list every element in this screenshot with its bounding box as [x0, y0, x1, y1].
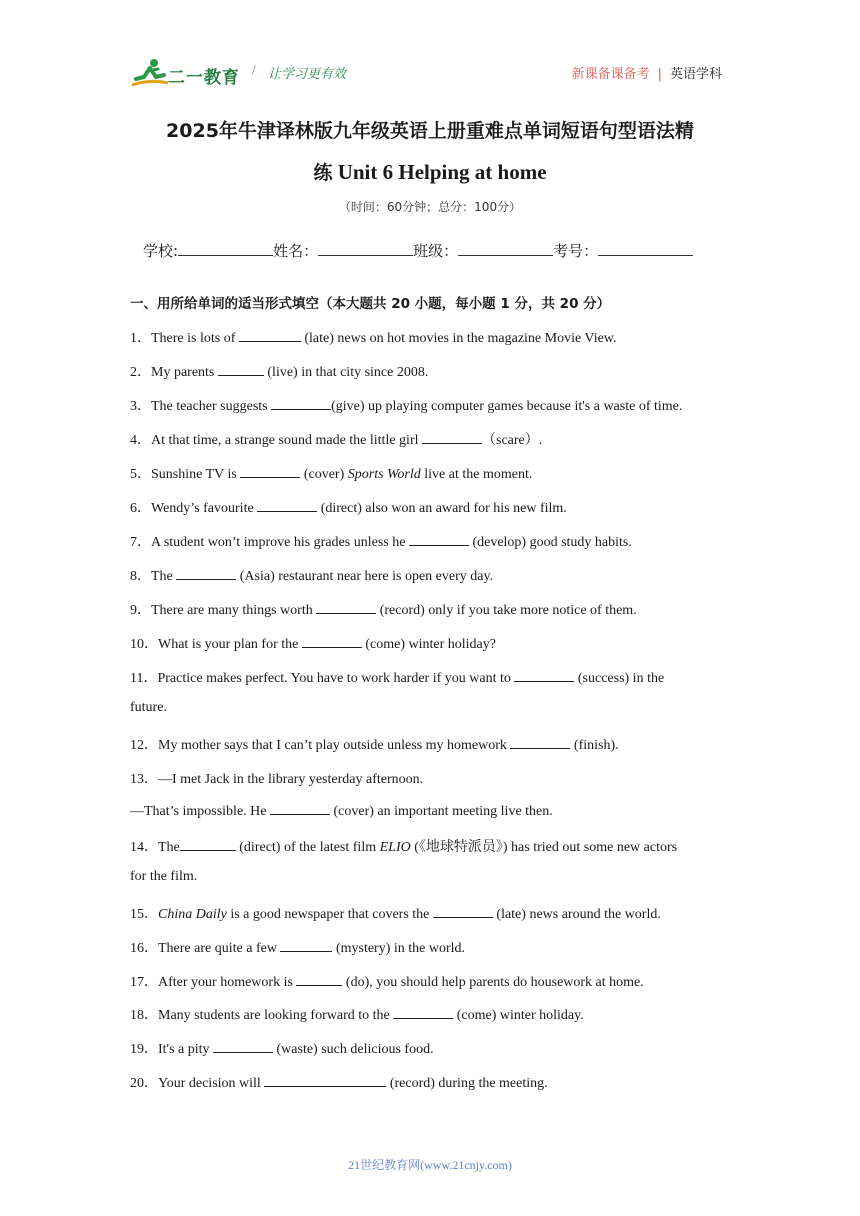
q-text: 20．Your decision will [130, 1076, 265, 1091]
q-text: (Asia) restaurant near here is open every day. [236, 569, 494, 584]
answer-blank[interactable] [422, 431, 482, 444]
question-3 [130, 395, 682, 415]
question-1 [130, 327, 617, 347]
logo-text: 二一教育 [168, 68, 240, 88]
tag-right: 英语学科 [669, 67, 722, 82]
question-7 [130, 531, 632, 551]
answer-blank[interactable] [409, 533, 469, 546]
question-15 [130, 903, 661, 923]
brand-logo [130, 57, 240, 91]
q-text: 16．There are quite a few [130, 941, 281, 956]
q-text: 15． [130, 907, 158, 922]
q-text: (success) in the [574, 671, 665, 686]
slogan-divider: / [252, 63, 256, 78]
q-text: (finish). [570, 738, 619, 753]
question-10 [130, 633, 496, 653]
answer-blank[interactable] [176, 567, 236, 580]
question-16 [130, 937, 465, 957]
q-text: 10．What is your plan for the [130, 637, 302, 652]
q-text: 17．After your homework is [130, 975, 297, 990]
q-text: 9．There are many things worth [130, 603, 317, 618]
question-20 [130, 1072, 548, 1092]
tag-separator: | [657, 67, 662, 82]
question-9 [130, 599, 637, 619]
answer-blank[interactable] [271, 397, 331, 410]
answer-blank[interactable] [213, 1040, 273, 1053]
q-text: 6．Wendy’s favourite [130, 501, 258, 516]
answer-blank[interactable] [240, 465, 300, 478]
q-text: (record) only if you take more notice of them. [376, 603, 637, 618]
question-13-reply [130, 802, 553, 820]
q-text: live at the moment. [420, 467, 533, 482]
answer-blank[interactable] [257, 499, 317, 512]
q-text: (do), you should help parents do housework at home. [342, 975, 644, 990]
answer-blank[interactable] [433, 905, 493, 918]
title-en: Unit 6 Helping at home [332, 160, 547, 184]
question-18 [130, 1004, 584, 1024]
q-text: 2．My parents [130, 365, 218, 380]
question-14-cont: for the film. [130, 869, 198, 884]
class-field[interactable] [458, 241, 553, 256]
name-label: 姓名： [273, 242, 319, 260]
answer-blank[interactable] [264, 1074, 386, 1087]
q-text: (direct) of the latest film [235, 840, 380, 855]
answer-blank[interactable] [296, 973, 342, 986]
exam-meta: （时间：60分钟；总分：100分） [338, 200, 522, 214]
q-text: (late) news around the world. [492, 907, 661, 922]
question-19 [130, 1038, 434, 1058]
question-2 [130, 361, 428, 381]
class-label: 班级： [413, 242, 459, 260]
answer-blank[interactable] [510, 736, 570, 749]
tag-left: 新课备课备考 [571, 67, 650, 82]
q-text: is a good newspaper that covers the [226, 907, 433, 922]
question-14 [130, 836, 677, 856]
q-text: （scare）. [482, 433, 543, 448]
q-text: (give) up playing computer games because it's a waste of time. [331, 399, 683, 414]
q-text: 8．The [130, 569, 177, 584]
q-text: 1．There is lots of [130, 331, 239, 346]
q-text: (late) news on hot movies in the magazine Movie View. [300, 331, 617, 346]
answer-blank[interactable] [180, 838, 236, 851]
page-header [130, 55, 730, 95]
school-label: 学校: [143, 242, 179, 260]
slogan: 让学习更有效 [268, 67, 347, 82]
q-text-italic: China Daily [158, 907, 227, 922]
student-info [143, 240, 693, 261]
question-8 [130, 565, 493, 585]
q-text: 18．Many students are looking forward to the [130, 1008, 394, 1023]
page-title-line2 [0, 158, 860, 185]
q-text: (cover) an important meeting live then. [330, 804, 553, 819]
q-text: (waste) such delicious food. [273, 1042, 434, 1057]
answer-blank[interactable] [239, 329, 301, 342]
school-field[interactable] [178, 241, 273, 256]
question-11 [130, 667, 664, 687]
question-12 [130, 734, 619, 754]
answer-blank[interactable] [302, 635, 362, 648]
name-field[interactable] [318, 241, 413, 256]
q-text: 19．It's a pity [130, 1042, 214, 1057]
number-field[interactable] [598, 241, 693, 256]
q-text: 4．At that time, a strange sound made the little girl [130, 433, 422, 448]
answer-blank[interactable] [393, 1006, 453, 1019]
question-17 [130, 971, 644, 991]
question-5 [130, 463, 532, 483]
q-text: (record) during the meeting. [386, 1076, 548, 1091]
q-text: (come) winter holiday. [453, 1008, 584, 1023]
answer-blank[interactable] [270, 802, 330, 815]
q-text: (mystery) in the world. [332, 941, 466, 956]
q-text: —That’s impossible. He [130, 804, 270, 819]
q-text: (direct) also won an award for his new film. [317, 501, 567, 516]
q-text: (live) in that city since 2008. [263, 365, 429, 380]
q-text: 7．A student won’t improve his grades unless he [130, 535, 409, 550]
question-11-cont: future. [130, 700, 167, 715]
question-4 [130, 429, 542, 449]
page-footer[interactable]: 21世纪教育网(www.21cnjy.com) [348, 1158, 512, 1172]
title-cn: 练 [313, 162, 333, 184]
q-text-italic: ELIO [379, 840, 411, 855]
answer-blank[interactable] [280, 939, 332, 952]
q-text: (come) winter holiday? [361, 637, 496, 652]
question-6 [130, 497, 567, 517]
q-text-italic: Sports World [347, 467, 421, 482]
question-13: 13．—I met Jack in the library yesterday afternoon. [130, 772, 424, 787]
answer-blank[interactable] [316, 601, 376, 614]
runner-icon [130, 57, 170, 91]
q-text: (《地球特派员》) has tried out some new actors [410, 840, 678, 855]
q-text: 12．My mother says that I can’t play outside unless my homework [130, 738, 511, 753]
q-text: 14．The [130, 840, 180, 855]
q-text: 5．Sunshine TV is [130, 467, 241, 482]
q-text: 11．Practice makes perfect. You have to work harder if you want to [130, 671, 515, 686]
q-text: (develop) good study habits. [468, 535, 632, 550]
section-heading: 一、用所给单词的适当形式填空（本大题共 20 小题，每小题 1 分，共 20 分） [130, 296, 611, 312]
header-tag [572, 63, 722, 82]
answer-blank[interactable] [514, 669, 574, 682]
answer-blank[interactable] [218, 363, 264, 376]
page-title: 2025年牛津译林版九年级英语上册重难点单词短语句型语法精 [166, 120, 694, 142]
q-text: 3．The teacher suggests [130, 399, 272, 414]
number-label: 考号： [553, 242, 599, 260]
q-text: (cover) [300, 467, 348, 482]
